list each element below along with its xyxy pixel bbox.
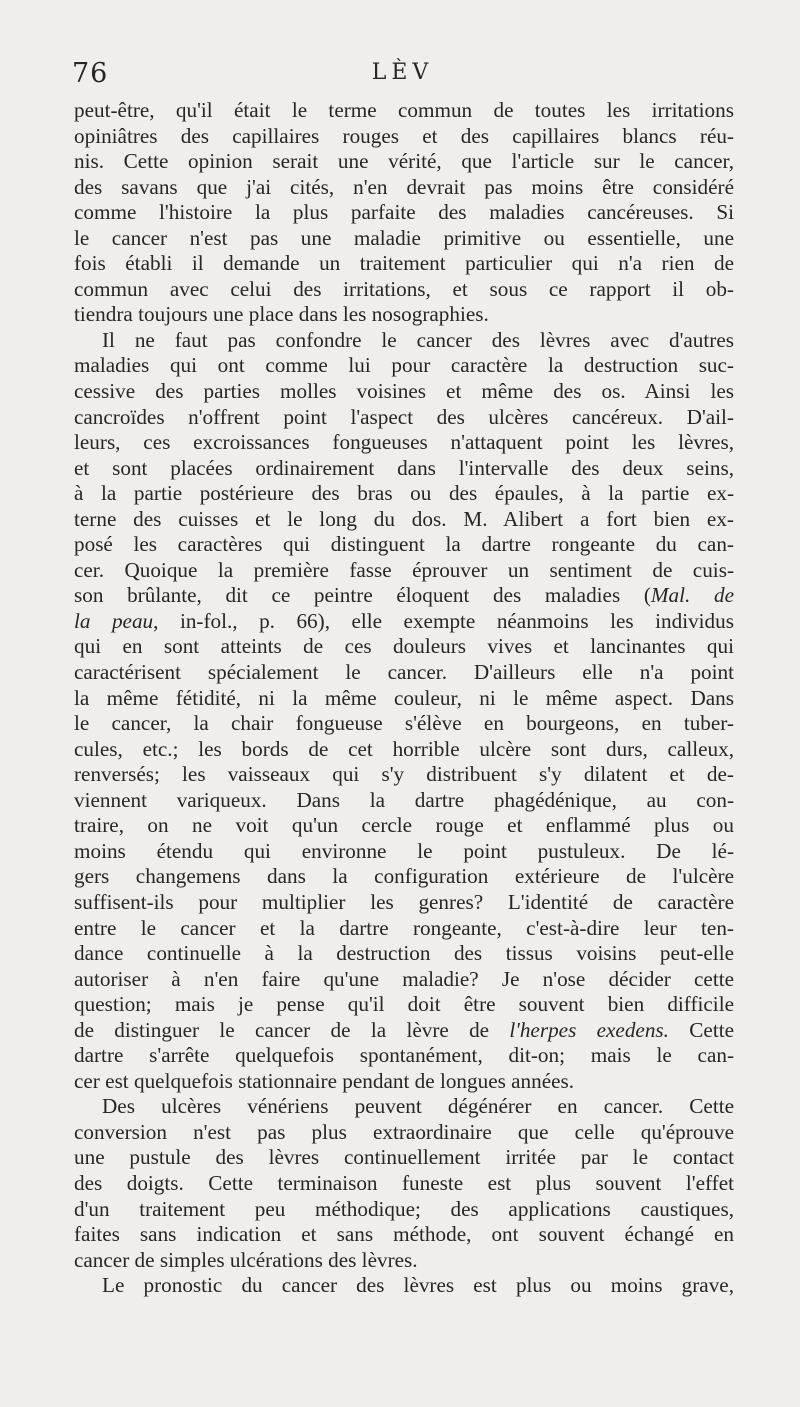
text-line: autoriser à n'en faire qu'une maladie? Je n'ose décider cette <box>74 966 734 991</box>
text-line: gers changemens dans la configuration extérieure de l'ulcère <box>74 864 734 889</box>
italic-citation: la peau <box>74 608 154 633</box>
text-line: conversion n'est pas plus extraordinaire que celle qu'éprouve <box>74 1119 734 1144</box>
text-line: tiendra toujours une place dans les nosographies. <box>74 302 489 327</box>
page-header <box>70 58 735 94</box>
text-line: cules, etc.; les bords de cet horrible ulcère sont durs, calleux, <box>74 736 734 761</box>
text-line: nis. Cette opinion serait une vérité, que l'article sur le cancer, <box>74 149 734 174</box>
text-line: des savans que j'ai cités, n'en devrait pas moins être considéré <box>74 174 734 199</box>
text-line: cer. Quoique la première fasse éprouver un sentiment de cuis- <box>74 557 734 582</box>
text-line: renversés; les vaisseaux qui s'y distribuent s'y dilatent et de- <box>74 762 734 787</box>
text-run: , in-fol., p. 66), elle exempte néanmoins les individus <box>153 608 734 633</box>
text-line: des doigts. Cette terminaison funeste est plus souvent l'effet <box>74 1170 734 1195</box>
text-line: dartre s'arrête quelquefois spontanément, dit-on; mais le can- <box>74 1043 734 1068</box>
text-line: viennent variqueux. Dans la dartre phagédénique, au con- <box>74 787 734 812</box>
paragraph-1 <box>74 98 734 328</box>
text-line: opiniâtres des capillaires rouges et des capillaires blancs réu- <box>74 123 734 148</box>
text-line: le cancer, la chair fongueuse s'élève en bourgeons, en tuber- <box>74 711 734 736</box>
text-line: le cancer n'est pas une maladie primitive ou essentielle, une <box>74 225 734 250</box>
text-run: de distinguer le cancer de la lèvre de <box>74 1017 510 1042</box>
text-line: maladies qui ont comme lui pour caractère la destruction suc- <box>74 353 734 378</box>
text-line: et sont placées ordinairement dans l'intervalle des deux seins, <box>74 455 734 480</box>
text-line: faites sans indication et sans méthode, ont souvent échangé en <box>74 1222 734 1247</box>
text-line: peut-être, qu'il était le terme commun de toutes les irritations <box>74 98 734 122</box>
paragraph-3 <box>74 1094 734 1273</box>
italic-term: l'herpes exedens. <box>509 1017 669 1042</box>
text-line: fois établi il demande un traitement particulier qui n'a rien de <box>74 251 734 276</box>
text-line: question; mais je pense qu'il doit être souvent bien difficile <box>74 992 734 1017</box>
text-line: terne des cuisses et le long du dos. M. Alibert a fort bien ex- <box>74 506 734 531</box>
text-line: Il ne faut pas confondre le cancer des lèvres avec d'autres <box>102 327 734 352</box>
page-number: 76 <box>72 58 109 89</box>
paragraph-2 <box>74 328 734 1094</box>
text-line: cer est quelquefois stationnaire pendant de longues années. <box>74 1068 575 1093</box>
text-line-with-italic <box>74 1018 734 1044</box>
text-line: cessive des parties molles voisines et même des os. Ainsi les <box>74 379 734 404</box>
italic-citation: Mal. de <box>650 583 734 608</box>
text-line: posé les caractères qui distinguent la dartre rongeante du can- <box>74 532 734 557</box>
text-line-with-italic <box>74 609 734 635</box>
text-line: dance continuelle à la destruction des tissus voisins peut-elle <box>74 941 734 966</box>
text-line: qui en sont atteints de ces douleurs vives et lancinantes qui <box>74 634 734 659</box>
text-line: d'un traitement peu méthodique; des applications caustiques, <box>74 1196 734 1221</box>
text-line-with-italic <box>74 583 734 609</box>
text-line: la même fétidité, ni la même couleur, ni le même aspect. Dans <box>74 685 734 710</box>
text-line: entre le cancer et la dartre rongeante, c'est-à-dire leur ten- <box>74 915 734 940</box>
text-run: Cette <box>668 1017 734 1042</box>
body-text <box>74 98 734 1299</box>
text-line: cancroïdes n'offrent point l'aspect des ulcères cancéreux. D'ail- <box>74 404 734 429</box>
paragraph-4 <box>74 1273 734 1299</box>
text-line: Des ulcères vénériens peuvent dégénérer en cancer. Cette <box>102 1094 734 1119</box>
text-line: caractérisent spécialement le cancer. D'ailleurs elle n'a point <box>74 660 734 685</box>
text-run: son brûlante, dit ce peintre éloquent des maladies ( <box>74 583 651 608</box>
text-line: une pustule des lèvres continuellement irritée par le contact <box>74 1145 734 1170</box>
text-line: moins étendu qui environne le point pustuleux. De lé- <box>74 838 734 863</box>
text-line: traire, on ne voit qu'un cercle rouge et enflammé plus ou <box>74 813 734 838</box>
text-line: leurs, ces excroissances fongueuses n'attaquent point les lèvres, <box>74 430 734 455</box>
text-line: comme l'histoire la plus parfaite des maladies cancéreuses. Si <box>74 200 734 225</box>
text-line: suffisent-ils pour multiplier les genres? L'identité de caractère <box>74 889 734 914</box>
text-line: commun avec celui des irritations, et sous ce rapport il ob- <box>74 276 734 301</box>
text-line: cancer de simples ulcérations des lèvres. <box>74 1247 418 1272</box>
text-line: à la partie postérieure des bras ou des épaules, à la partie ex- <box>74 481 734 506</box>
text-line: Le pronostic du cancer des lèvres est plus ou moins grave, <box>102 1273 734 1298</box>
running-head: LÈV <box>371 60 434 85</box>
